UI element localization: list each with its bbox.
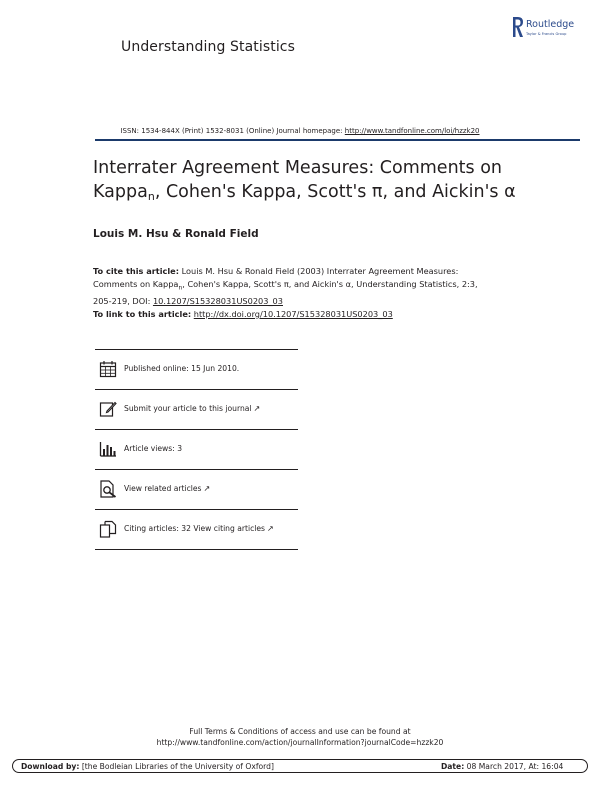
citing-articles-link[interactable]: Citing articles: 32 View citing articles — [124, 524, 265, 533]
related-articles-link[interactable]: View related articles — [124, 484, 202, 493]
download-value: [the Bodleian Libraries of the University of Oxford] — [81, 762, 274, 771]
citing-row[interactable] — [95, 510, 298, 549]
routledge-logo[interactable] — [511, 16, 591, 46]
terms-link[interactable]: http://www.tandfonline.com/action/journalInformation?journalCode=hzzk20 — [156, 738, 444, 747]
related-row[interactable] — [95, 470, 298, 509]
published-row — [95, 350, 298, 389]
header-divider — [95, 139, 580, 141]
routledge-r-icon — [511, 16, 524, 38]
citation-doi-link[interactable]: 10.1207/S15328031US0203_03 — [152, 295, 283, 306]
submit-row[interactable] — [95, 390, 298, 429]
article-views: Article views: 3 — [124, 444, 183, 453]
title-subscript: n — [147, 190, 155, 203]
journal-title: Understanding Statistics — [121, 39, 295, 55]
citation-subscript: n — [178, 284, 183, 292]
article-authors: Louis M. Hsu & Ronald Field — [93, 228, 259, 240]
title-kappa: Kappa — [93, 182, 148, 202]
link-label: To link to this article: — [93, 309, 192, 319]
terms-footer — [0, 726, 600, 748]
views-row — [95, 430, 298, 469]
issn-line — [0, 127, 600, 135]
edit-icon — [99, 400, 117, 418]
article-title — [93, 156, 563, 204]
external-link-icon: ↗ — [253, 404, 261, 413]
publisher-name: Routledge — [526, 19, 575, 30]
external-link-icon: ↗ — [267, 524, 274, 533]
title-line-1: Interrater Agreement Measures: Comments on — [93, 158, 502, 178]
download-label: Download by: — [21, 762, 80, 771]
citation-text: Louis M. Hsu & Ronald Field (2003) Interrater Agreement Measures: Comments on Kappa — [93, 266, 459, 289]
publisher-subtitle: Taylor & Francis Group — [526, 32, 567, 36]
article-doi-link[interactable]: http://dx.doi.org/10.1207/S15328031US0203_03 — [193, 309, 393, 319]
citation-label: To cite this article: — [93, 266, 179, 276]
article-info-box — [95, 349, 298, 550]
published-date: Published online: 15 Jun 2010. — [124, 364, 240, 373]
title-rest: , Cohen's Kappa, Scott's π, and Aickin's α — [154, 182, 516, 202]
search-document-icon — [99, 480, 117, 498]
citation-text-2: , Cohen's Kappa, Scott's π, and Aickin's α, Understanding Statistics, 2:3, 205-219, DOI: — [93, 279, 478, 306]
date-value: 08 March 2017, At: 16:04 — [466, 762, 564, 771]
link-block — [93, 309, 393, 319]
download-by — [21, 762, 274, 771]
submit-article-link[interactable]: Submit your article to this journal — [124, 404, 252, 413]
info-divider — [95, 549, 298, 550]
journal-homepage-link[interactable]: http://www.tandfonline.com/loi/hzzk20 — [344, 127, 480, 135]
bar-chart-icon — [99, 440, 117, 458]
terms-text: Full Terms & Conditions of access and use can be found at — [189, 727, 411, 736]
external-link-icon: ↗ — [203, 484, 211, 493]
download-date — [441, 762, 563, 771]
citation-block — [93, 265, 493, 308]
date-label: Date: — [441, 762, 465, 771]
documents-icon — [99, 520, 117, 538]
calendar-icon — [99, 360, 117, 378]
download-bar — [12, 759, 588, 773]
issn-text: ISSN: 1534-844X (Print) 1532-8031 (Online) Journal homepage: — [120, 127, 343, 135]
